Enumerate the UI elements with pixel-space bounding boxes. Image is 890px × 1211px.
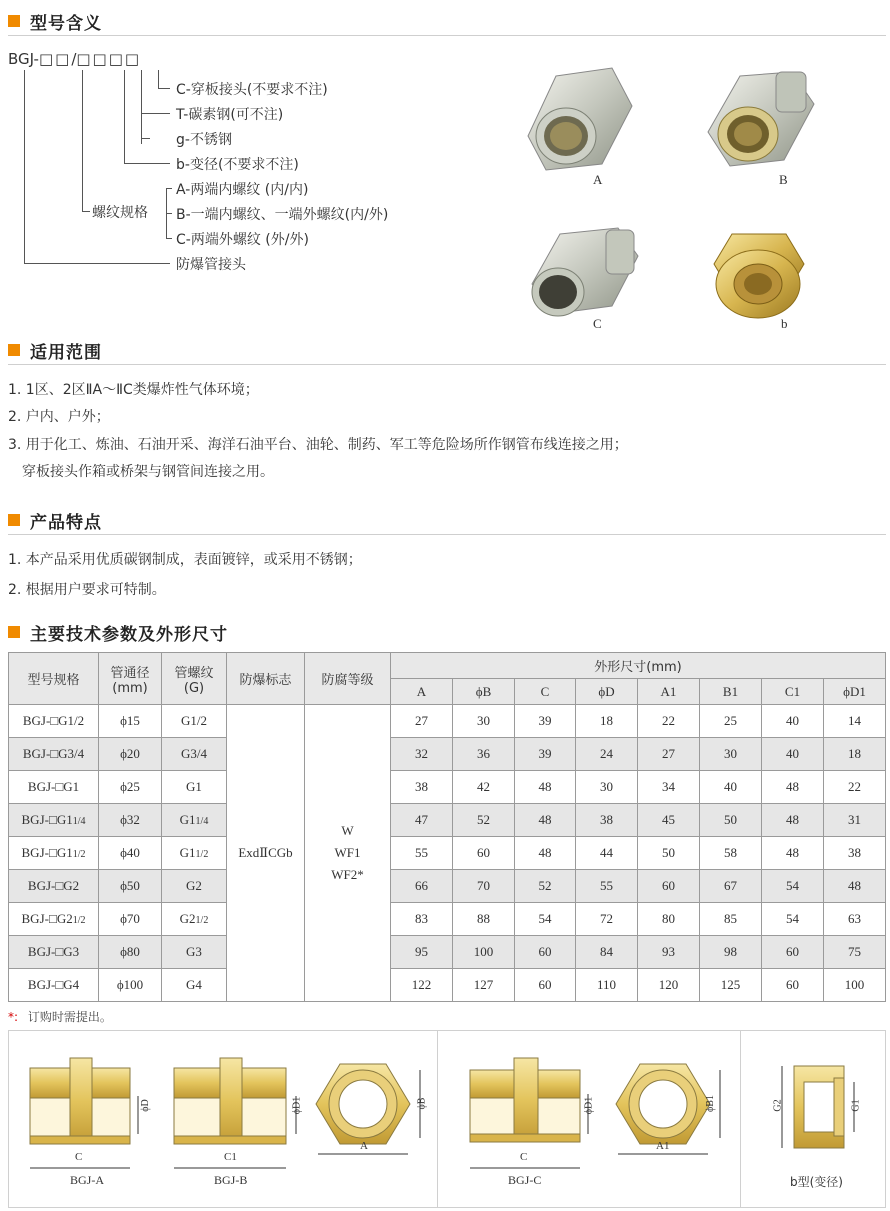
section-marker-icon bbox=[8, 514, 20, 526]
cell-thread: G3/4 bbox=[162, 738, 227, 771]
cell-model: BGJ-□G4 bbox=[9, 969, 99, 1002]
cell-model: BGJ-□G11/4 bbox=[9, 804, 99, 837]
cell-dim: 52 bbox=[453, 804, 515, 837]
technical-drawings bbox=[8, 1030, 886, 1208]
cell-dim: 40 bbox=[700, 771, 762, 804]
th-dim-col: A1 bbox=[638, 679, 700, 705]
cell-dim: 14 bbox=[824, 705, 886, 738]
cell-dim: 22 bbox=[638, 705, 700, 738]
model-item: B-一端内螺纹、一端外螺纹(内/外) bbox=[176, 207, 389, 223]
th-thread: 管螺纹 (G) bbox=[162, 653, 227, 705]
drawing-bgj-a bbox=[30, 1058, 138, 1168]
cell-dim: 60 bbox=[515, 969, 576, 1002]
dim-label: C1 bbox=[224, 1151, 237, 1163]
cell-dim: 48 bbox=[515, 837, 576, 870]
cell-dim: 60 bbox=[453, 837, 515, 870]
th-dim-col: A bbox=[391, 679, 453, 705]
model-item: C-两端外螺纹 (外/外) bbox=[176, 232, 309, 248]
section-marker-icon bbox=[8, 15, 20, 27]
drawing-caption: BGJ-A bbox=[70, 1173, 105, 1187]
cell-bore: ϕ70 bbox=[99, 903, 162, 936]
cell-dim: 83 bbox=[391, 903, 453, 936]
table-row bbox=[9, 837, 886, 870]
cell-dim: 48 bbox=[762, 771, 824, 804]
cell-thread: G4 bbox=[162, 969, 227, 1002]
cell-dim: 48 bbox=[762, 837, 824, 870]
cell-dim: 18 bbox=[824, 738, 886, 771]
cell-model: BGJ-□G1 bbox=[9, 771, 99, 804]
photo-caption: C bbox=[593, 316, 602, 331]
cell-dim: 58 bbox=[700, 837, 762, 870]
section-title: 主要技术参数及外形尺寸 bbox=[30, 625, 228, 645]
photo-type-b-reducer bbox=[706, 232, 806, 322]
cell-bore: ϕ80 bbox=[99, 936, 162, 969]
cell-dim: 50 bbox=[638, 837, 700, 870]
cell-model: BGJ-□G3 bbox=[9, 936, 99, 969]
cell-anti: W WF1 WF2* bbox=[305, 705, 391, 1002]
cell-dim: 40 bbox=[762, 705, 824, 738]
footnote-text: 订购时需提出。 bbox=[27, 1010, 112, 1024]
th-dim-col: ϕD bbox=[576, 679, 638, 705]
cell-dim: 63 bbox=[824, 903, 886, 936]
th-ex: 防爆标志 bbox=[227, 653, 305, 705]
th-dim-col: B1 bbox=[700, 679, 762, 705]
dim-label: G1 bbox=[850, 1099, 862, 1112]
th-dim-col: C bbox=[515, 679, 576, 705]
cell-dim: 34 bbox=[638, 771, 700, 804]
cell-dim: 60 bbox=[762, 969, 824, 1002]
cell-dim: 22 bbox=[824, 771, 886, 804]
footnote bbox=[8, 1008, 112, 1025]
cell-dim: 54 bbox=[515, 903, 576, 936]
cell-dim: 60 bbox=[638, 870, 700, 903]
th-dim-col: ϕB bbox=[453, 679, 515, 705]
cell-bore: ϕ15 bbox=[99, 705, 162, 738]
table-row bbox=[9, 969, 886, 1002]
model-item: T-碳素钢(可不注) bbox=[176, 107, 284, 123]
section-marker-icon bbox=[8, 344, 20, 356]
cell-bore: ϕ20 bbox=[99, 738, 162, 771]
section-params-header bbox=[8, 617, 886, 647]
section-title: 适用范围 bbox=[30, 343, 102, 363]
model-item: C-穿板接头(不要求不注) bbox=[176, 82, 328, 98]
cell-dim: 70 bbox=[453, 870, 515, 903]
th-anti: 防腐等级 bbox=[305, 653, 391, 705]
model-item: A-两端内螺纹 (内/内) bbox=[176, 182, 309, 198]
scope-item: 3. 用于化工、炼油、石油开采、海洋石油平台、油轮、制药、军工等危险场所作钢管布线连接之用； bbox=[8, 437, 628, 453]
cell-dim: 44 bbox=[576, 837, 638, 870]
cell-dim: 80 bbox=[638, 903, 700, 936]
cell-dim: 127 bbox=[453, 969, 515, 1002]
cell-bore: ϕ32 bbox=[99, 804, 162, 837]
cell-dim: 66 bbox=[391, 870, 453, 903]
cell-dim: 48 bbox=[515, 771, 576, 804]
cell-model: BGJ-□G1/2 bbox=[9, 705, 99, 738]
cell-dim: 25 bbox=[700, 705, 762, 738]
drawing-b-reducer bbox=[782, 1066, 854, 1148]
cell-dim: 52 bbox=[515, 870, 576, 903]
cell-dim: 30 bbox=[700, 738, 762, 771]
cell-dim: 32 bbox=[391, 738, 453, 771]
cell-dim: 39 bbox=[515, 705, 576, 738]
cell-dim: 60 bbox=[762, 936, 824, 969]
cell-dim: 84 bbox=[576, 936, 638, 969]
photo-type-b bbox=[700, 70, 820, 174]
scope-item: 2. 户内、户外； bbox=[8, 409, 110, 425]
cell-dim: 30 bbox=[453, 705, 515, 738]
cell-thread: G11/4 bbox=[162, 804, 227, 837]
photo-type-a bbox=[520, 66, 640, 176]
cell-thread: G3 bbox=[162, 936, 227, 969]
cell-bore: ϕ25 bbox=[99, 771, 162, 804]
cell-dim: 48 bbox=[515, 804, 576, 837]
cell-dim: 38 bbox=[824, 837, 886, 870]
cell-dim: 67 bbox=[700, 870, 762, 903]
dim-label: C bbox=[520, 1151, 528, 1163]
cell-dim: 85 bbox=[700, 903, 762, 936]
scope-item: 穿板接头作箱或桥架与钢管间连接之用。 bbox=[22, 464, 274, 480]
cell-dim: 93 bbox=[638, 936, 700, 969]
cell-dim: 42 bbox=[453, 771, 515, 804]
cell-dim: 36 bbox=[453, 738, 515, 771]
cell-dim: 27 bbox=[638, 738, 700, 771]
cell-dim: 110 bbox=[576, 969, 638, 1002]
cell-model: BGJ-□G2 bbox=[9, 870, 99, 903]
cell-dim: 47 bbox=[391, 804, 453, 837]
footnote-star: *: bbox=[8, 1010, 19, 1024]
dim-label: A1 bbox=[656, 1140, 670, 1152]
cell-dim: 54 bbox=[762, 870, 824, 903]
photo-caption: B bbox=[779, 172, 788, 187]
dim-label: A bbox=[360, 1140, 368, 1152]
cell-dim: 98 bbox=[700, 936, 762, 969]
cell-dim: 48 bbox=[824, 870, 886, 903]
cell-dim: 120 bbox=[638, 969, 700, 1002]
scope-item: 1. 1区、2区ⅡA～ⅡC类爆炸性气体环境； bbox=[8, 382, 259, 398]
th-dim-col: C1 bbox=[762, 679, 824, 705]
dim-label: G2 bbox=[772, 1099, 784, 1112]
cell-dim: 40 bbox=[762, 738, 824, 771]
cell-thread: G11/2 bbox=[162, 837, 227, 870]
drawing-caption: b型(变径) bbox=[790, 1175, 843, 1189]
feature-item: 2. 根据用户要求可特制。 bbox=[8, 582, 166, 598]
cell-dim: 95 bbox=[391, 936, 453, 969]
dim-label: ϕB1 bbox=[704, 1095, 716, 1112]
cell-dim: 55 bbox=[576, 870, 638, 903]
model-slash: / bbox=[71, 50, 77, 68]
cell-bore: ϕ100 bbox=[99, 969, 162, 1002]
cell-thread: G2 bbox=[162, 870, 227, 903]
cell-model: BGJ-□G11/2 bbox=[9, 837, 99, 870]
model-item: g-不锈钢 bbox=[176, 132, 232, 148]
cell-dim: 38 bbox=[391, 771, 453, 804]
model-prefix: BGJ- bbox=[8, 50, 39, 68]
cell-thread: G21/2 bbox=[162, 903, 227, 936]
cell-dim: 38 bbox=[576, 804, 638, 837]
drawing-caption: BGJ-B bbox=[214, 1173, 248, 1187]
table-row bbox=[9, 771, 886, 804]
feature-item: 1. 本产品采用优质碳钢制成，表面镀锌，或采用不锈钢； bbox=[8, 552, 362, 568]
section-scope-header bbox=[8, 335, 886, 365]
cell-thread: G1/2 bbox=[162, 705, 227, 738]
section-model-header bbox=[8, 6, 886, 36]
cell-dim: 39 bbox=[515, 738, 576, 771]
cell-dim: 100 bbox=[453, 936, 515, 969]
cell-dim: 27 bbox=[391, 705, 453, 738]
photo-caption: b bbox=[781, 316, 788, 331]
cell-dim: 54 bbox=[762, 903, 824, 936]
photo-caption: A bbox=[593, 172, 603, 187]
model-item: b-变径(不要求不注) bbox=[176, 157, 299, 173]
th-dims: 外形尺寸(mm) bbox=[391, 653, 886, 679]
model-boxes-b: □□□□ bbox=[76, 50, 142, 68]
dim-label: ϕD1 bbox=[291, 1096, 303, 1115]
model-item: 防爆管接头 bbox=[176, 257, 246, 273]
drawing-bgj-c bbox=[470, 1058, 588, 1168]
dim-label: C bbox=[75, 1151, 83, 1163]
drawing-caption: BGJ-C bbox=[508, 1173, 542, 1187]
cell-dim: 88 bbox=[453, 903, 515, 936]
cell-bore: ϕ50 bbox=[99, 870, 162, 903]
drawing-hex-ab bbox=[316, 1064, 420, 1154]
cell-bore: ϕ40 bbox=[99, 837, 162, 870]
photo-type-c bbox=[522, 226, 642, 322]
cell-model: BGJ-□G3/4 bbox=[9, 738, 99, 771]
model-code bbox=[8, 50, 141, 68]
table-row bbox=[9, 738, 886, 771]
dim-label: ϕD bbox=[139, 1099, 151, 1112]
cell-dim: 72 bbox=[576, 903, 638, 936]
cell-dim: 45 bbox=[638, 804, 700, 837]
cell-dim: 48 bbox=[762, 804, 824, 837]
section-features-header bbox=[8, 505, 886, 535]
model-boxes-a: □□ bbox=[38, 50, 72, 68]
cell-dim: 100 bbox=[824, 969, 886, 1002]
cell-dim: 31 bbox=[824, 804, 886, 837]
spec-table bbox=[8, 652, 886, 1002]
th-dim-col: ϕD1 bbox=[824, 679, 886, 705]
cell-dim: 125 bbox=[700, 969, 762, 1002]
cell-ex-mark: ExdⅡCGb bbox=[227, 705, 305, 1002]
th-bore: 管通径 (mm) bbox=[99, 653, 162, 705]
cell-dim: 55 bbox=[391, 837, 453, 870]
cell-thread: G1 bbox=[162, 771, 227, 804]
section-title: 型号含义 bbox=[30, 14, 102, 34]
table-row bbox=[9, 870, 886, 903]
section-marker-icon bbox=[8, 626, 20, 638]
section-title: 产品特点 bbox=[30, 513, 102, 533]
cell-dim: 24 bbox=[576, 738, 638, 771]
cell-dim: 50 bbox=[700, 804, 762, 837]
cell-dim: 60 bbox=[515, 936, 576, 969]
th-model: 型号规格 bbox=[9, 653, 99, 705]
cell-dim: 18 bbox=[576, 705, 638, 738]
table-row bbox=[9, 936, 886, 969]
table-row bbox=[9, 804, 886, 837]
thread-spec-label: 螺纹规格 bbox=[92, 205, 148, 221]
cell-model: BGJ-□G21/2 bbox=[9, 903, 99, 936]
dim-label: ϕD1 bbox=[583, 1096, 595, 1115]
dim-label: ϕB bbox=[416, 1097, 428, 1110]
cell-dim: 30 bbox=[576, 771, 638, 804]
table-row bbox=[9, 903, 886, 936]
table-row bbox=[9, 705, 886, 738]
cell-dim: 122 bbox=[391, 969, 453, 1002]
cell-dim: 75 bbox=[824, 936, 886, 969]
